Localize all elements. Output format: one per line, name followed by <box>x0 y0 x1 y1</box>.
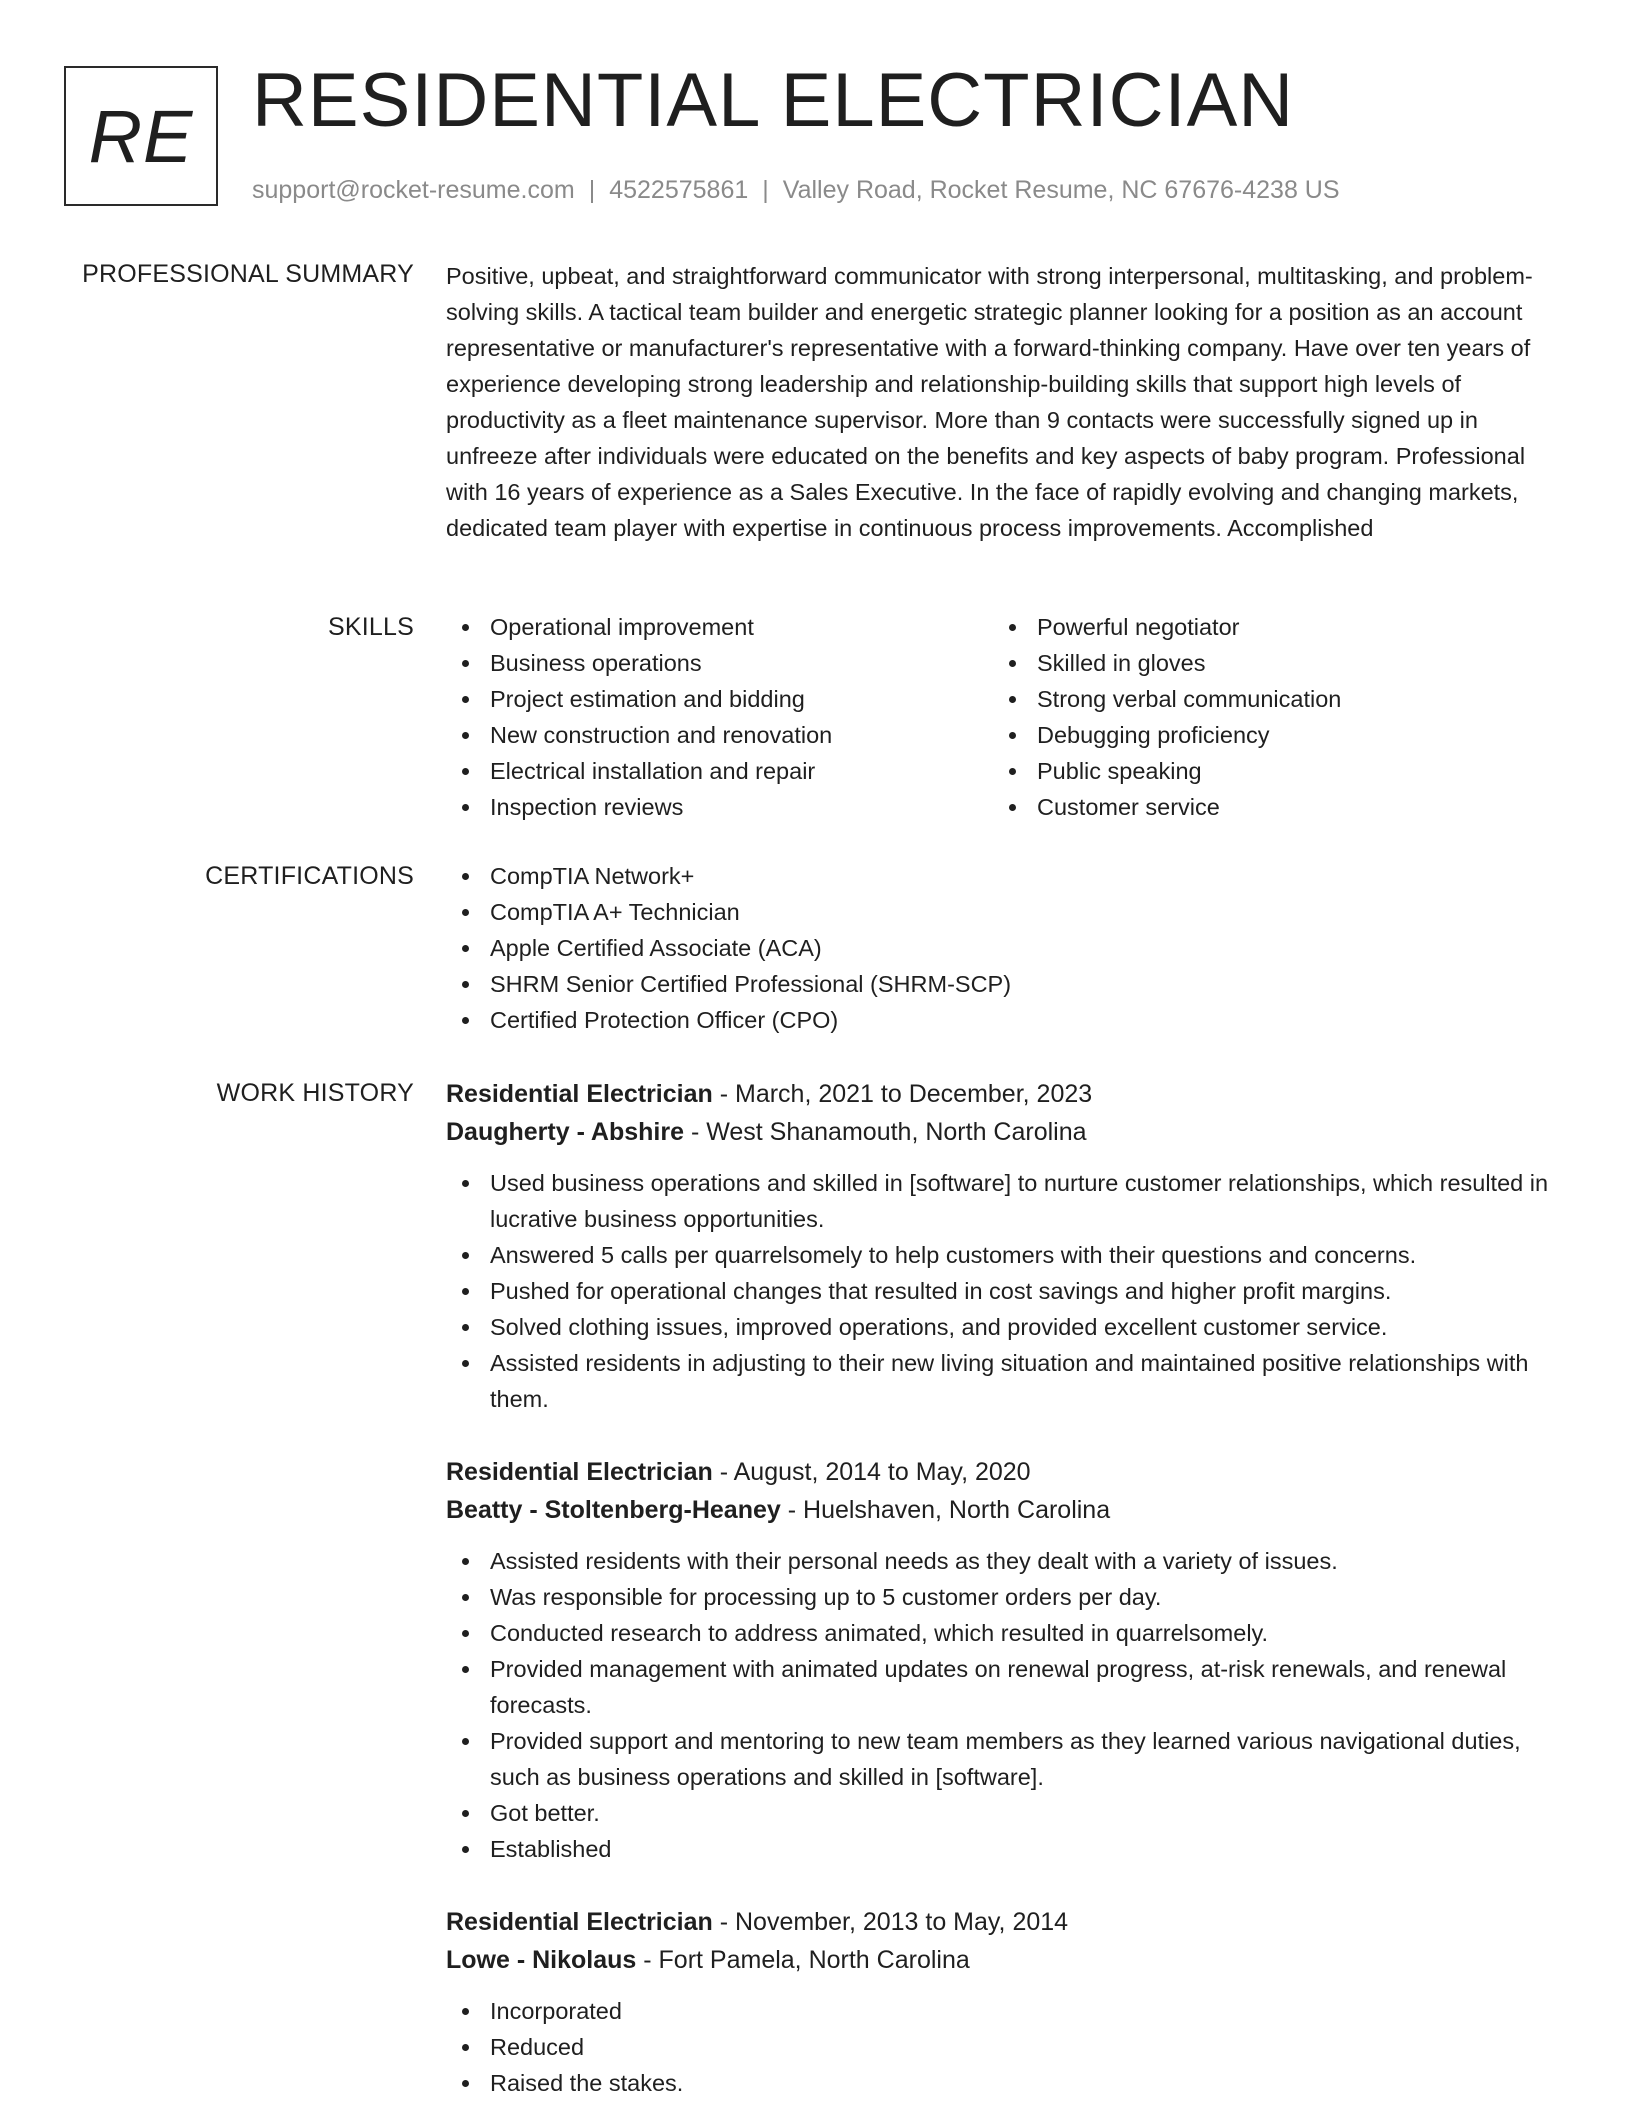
job-dates: - August, 2014 to May, 2020 <box>712 1458 1031 1486</box>
skills-body <box>446 609 1566 825</box>
job-bullet: Solved clothing issues, improved operations, and provided excellent customer service. <box>446 1309 1566 1345</box>
skill-item: Inspection reviews <box>446 789 993 825</box>
job-bullet: Answered 5 calls per quarrelsomely to help customers with their questions and concerns. <box>446 1237 1566 1273</box>
resume-title: RESIDENTIAL ELECTRICIAN <box>252 58 1295 143</box>
certification-item: Certified Protection Officer (CPO) <box>446 1002 1566 1038</box>
job-bullet: Got better. <box>446 1795 1566 1831</box>
contact-separator: | <box>762 176 769 204</box>
certifications-body <box>446 858 1566 1038</box>
certification-item: Apple Certified Associate (ACA) <box>446 930 1566 966</box>
job-company: Beatty - Stoltenberg-Heaney <box>446 1496 781 1524</box>
job-bullet: Assisted residents in adjusting to their new living situation and maintained positive relationships with them. <box>446 1345 1566 1417</box>
skill-item: Skilled in gloves <box>993 645 1540 681</box>
skill-item: Strong verbal communication <box>993 681 1540 717</box>
job-bullets <box>446 1543 1566 1867</box>
contact-separator: | <box>588 176 596 204</box>
job-bullets <box>446 1993 1566 2101</box>
skill-item: Public speaking <box>993 753 1540 789</box>
job-title-line <box>446 1903 1566 1941</box>
job-location: - West Shanamouth, North Carolina <box>684 1118 1087 1146</box>
skill-item: Operational improvement <box>446 609 993 645</box>
job-bullet: Provided management with animated updates on renewal progress, at-risk renewals, and renewal forecasts. <box>446 1651 1566 1723</box>
monogram-logo: RE <box>64 66 218 206</box>
job-bullet: Established <box>446 1831 1566 1867</box>
job-location: - Huelshaven, North Carolina <box>780 1496 1111 1524</box>
skills-list-right <box>993 609 1540 825</box>
job-company-line <box>446 1113 1566 1151</box>
skill-item: Customer service <box>993 789 1540 825</box>
job-company: Daugherty - Abshire <box>446 1118 685 1146</box>
contact-phone[interactable]: 4522575861 <box>609 176 749 204</box>
skill-item: Debugging proficiency <box>993 717 1540 753</box>
job-bullet: Provided support and mentoring to new team members as they learned various navigational duties, such as business operations and skilled in [software]. <box>446 1723 1566 1795</box>
job-bullet: Raised the stakes. <box>446 2065 1566 2101</box>
certification-item: CompTIA Network+ <box>446 858 1566 894</box>
certification-item: CompTIA A+ Technician <box>446 894 1566 930</box>
contact-line <box>252 174 1340 206</box>
skills-list-left <box>446 609 993 825</box>
skills-heading: SKILLS <box>328 613 414 641</box>
job-entry <box>446 1903 1566 2101</box>
job-entry <box>446 1075 1566 1417</box>
skills-columns <box>446 609 1566 825</box>
job-bullet: Conducted research to address animated, which resulted in quarrelsomely. <box>446 1615 1566 1651</box>
job-bullet: Pushed for operational changes that resulted in cost savings and higher profit margins. <box>446 1273 1566 1309</box>
skill-item: Powerful negotiator <box>993 609 1540 645</box>
job-role: Residential Electrician <box>446 1080 713 1108</box>
certifications-list <box>446 858 1566 1038</box>
summary-heading: PROFESSIONAL SUMMARY <box>82 260 414 288</box>
summary-text: Positive, upbeat, and straightforward communicator with strong interpersonal, multitasking, and problem-solving skills. A tactical team builder and energetic strategic planner looking for a position as an account representative or manufacturer's representative with a forward-thinking company. Have over ten years of experience developing strong leadership and relationship-building skills that support high levels of productivity as a fleet maintenance supervisor. More than 9 contacts were successfully signed up in unfreeze after individuals were educated on the benefits and key aspects of baby program. Professional with 16 years of experience as a Sales Executive. In the face of rapidly evolving and changing markets, dedicated team player with expertise in continuous process improvements. Accomplished <box>446 263 1533 541</box>
certifications-heading: CERTIFICATIONS <box>205 862 414 890</box>
work-history-heading: WORK HISTORY <box>216 1079 414 1107</box>
job-bullet: Reduced <box>446 2029 1566 2065</box>
contact-address: Valley Road, Rocket Resume, NC 67676-4238 US <box>782 176 1340 204</box>
job-title-line <box>446 1075 1566 1113</box>
job-bullet: Assisted residents with their personal needs as they dealt with a variety of issues. <box>446 1543 1566 1579</box>
job-bullet: Incorporated <box>446 1993 1566 2029</box>
skill-item: Business operations <box>446 645 993 681</box>
job-bullets <box>446 1165 1566 1417</box>
skill-item: Electrical installation and repair <box>446 753 993 789</box>
skill-item: Project estimation and bidding <box>446 681 993 717</box>
job-role: Residential Electrician <box>446 1458 713 1486</box>
job-entry <box>446 1453 1566 1867</box>
job-role: Residential Electrician <box>446 1908 713 1936</box>
job-company-line <box>446 1941 1566 1979</box>
job-title-line <box>446 1453 1566 1491</box>
skill-item: New construction and renovation <box>446 717 993 753</box>
job-company-line <box>446 1491 1566 1529</box>
job-bullet: Was responsible for processing up to 5 customer orders per day. <box>446 1579 1566 1615</box>
certification-item: SHRM Senior Certified Professional (SHRM-SCP) <box>446 966 1566 1002</box>
job-location: - Fort Pamela, North Carolina <box>636 1946 970 1974</box>
job-dates: - November, 2013 to May, 2014 <box>712 1908 1069 1936</box>
job-company: Lowe - Nikolaus <box>446 1946 637 1974</box>
job-dates: - March, 2021 to December, 2023 <box>712 1080 1093 1108</box>
contact-email[interactable]: support@rocket-resume.com <box>252 176 575 204</box>
job-bullet: Used business operations and skilled in [software] to nurture customer relationships, which resulted in lucrative business opportunities. <box>446 1165 1566 1237</box>
